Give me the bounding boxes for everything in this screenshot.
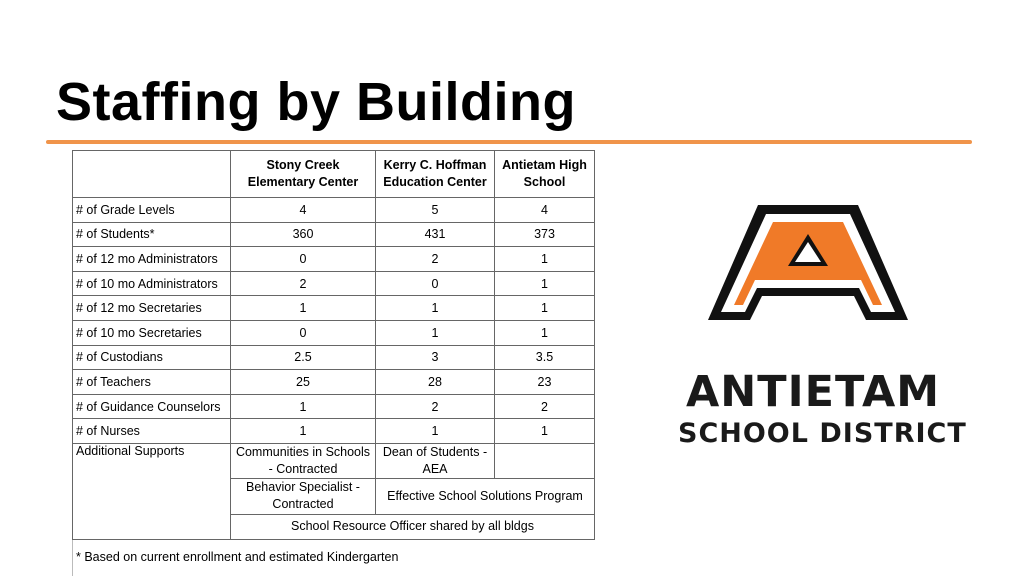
row-value: 23 <box>495 370 595 395</box>
row-value: 0 <box>376 271 495 296</box>
row-label: # of Guidance Counselors <box>73 394 231 419</box>
support-empty-cell <box>495 443 595 478</box>
additional-supports-row-1 <box>73 443 595 478</box>
row-label: # of 12 mo Secretaries <box>73 296 231 321</box>
additional-supports-row-2 <box>73 478 595 514</box>
row-value: 2 <box>376 394 495 419</box>
row-value: 1 <box>231 394 376 419</box>
row-value: 0 <box>231 320 376 345</box>
row-value: 0 <box>231 247 376 272</box>
support-effective-school-solutions: Effective School Solutions Program <box>376 478 595 514</box>
table-row <box>73 394 595 419</box>
row-value: 1 <box>231 419 376 444</box>
row-value: 2 <box>231 271 376 296</box>
row-label: # of Students* <box>73 222 231 247</box>
row-value: 1 <box>376 296 495 321</box>
table-row <box>73 296 595 321</box>
row-value: 1 <box>376 419 495 444</box>
row-value: 2.5 <box>231 345 376 370</box>
support-behavior-specialist: Behavior Specialist - Contracted <box>231 478 376 514</box>
staffing-table <box>72 150 595 540</box>
table-row <box>73 271 595 296</box>
row-value: 4 <box>231 198 376 223</box>
header-stony-creek: Stony Creek Elementary Center <box>231 151 376 198</box>
row-label: # of 10 mo Secretaries <box>73 320 231 345</box>
row-value: 360 <box>231 222 376 247</box>
table-row <box>73 320 595 345</box>
row-value: 1 <box>495 296 595 321</box>
table-row <box>73 247 595 272</box>
row-value: 373 <box>495 222 595 247</box>
header-antietam-high: Antietam High School <box>495 151 595 198</box>
row-label: # of 10 mo Administrators <box>73 271 231 296</box>
row-value: 2 <box>495 394 595 419</box>
support-dean-of-students: Dean of Students - AEA <box>376 443 495 478</box>
header-blank <box>73 151 231 198</box>
additional-supports-row-3 <box>73 514 595 539</box>
row-value: 1 <box>495 320 595 345</box>
row-value: 1 <box>495 271 595 296</box>
footnote: * Based on current enrollment and estimated Kindergarten <box>76 550 399 564</box>
table-row <box>73 222 595 247</box>
table-row <box>73 345 595 370</box>
row-value: 1 <box>495 247 595 272</box>
logo-wordmark-school-district: SCHOOL DISTRICT <box>678 418 967 449</box>
row-value: 25 <box>231 370 376 395</box>
row-value: 3.5 <box>495 345 595 370</box>
table-row <box>73 198 595 223</box>
additional-supports-spacer <box>73 478 231 514</box>
support-communities-in-schools: Communities in Schools - Contracted <box>231 443 376 478</box>
row-value: 2 <box>376 247 495 272</box>
footnote-divider <box>72 540 73 576</box>
row-value: 1 <box>376 320 495 345</box>
logo-wordmark-antietam: ANTIETAM <box>686 367 941 417</box>
page-title: Staffing by Building <box>56 72 576 132</box>
table-row <box>73 419 595 444</box>
row-value: 1 <box>495 419 595 444</box>
row-label: # of Grade Levels <box>73 198 231 223</box>
row-label: # of Custodians <box>73 345 231 370</box>
row-label: # of Nurses <box>73 419 231 444</box>
row-value: 1 <box>231 296 376 321</box>
additional-supports-spacer-2 <box>73 514 231 539</box>
row-value: 3 <box>376 345 495 370</box>
table-row <box>73 370 595 395</box>
table-header-row <box>73 151 595 198</box>
additional-supports-label: Additional Supports <box>73 443 231 478</box>
row-value: 28 <box>376 370 495 395</box>
row-value: 431 <box>376 222 495 247</box>
row-label: # of 12 mo Administrators <box>73 247 231 272</box>
title-underline <box>46 140 972 144</box>
row-label: # of Teachers <box>73 370 231 395</box>
header-kerry-hoffman: Kerry C. Hoffman Education Center <box>376 151 495 198</box>
row-value: 5 <box>376 198 495 223</box>
support-school-resource-officer: School Resource Officer shared by all bldgs <box>231 514 595 539</box>
row-value: 4 <box>495 198 595 223</box>
